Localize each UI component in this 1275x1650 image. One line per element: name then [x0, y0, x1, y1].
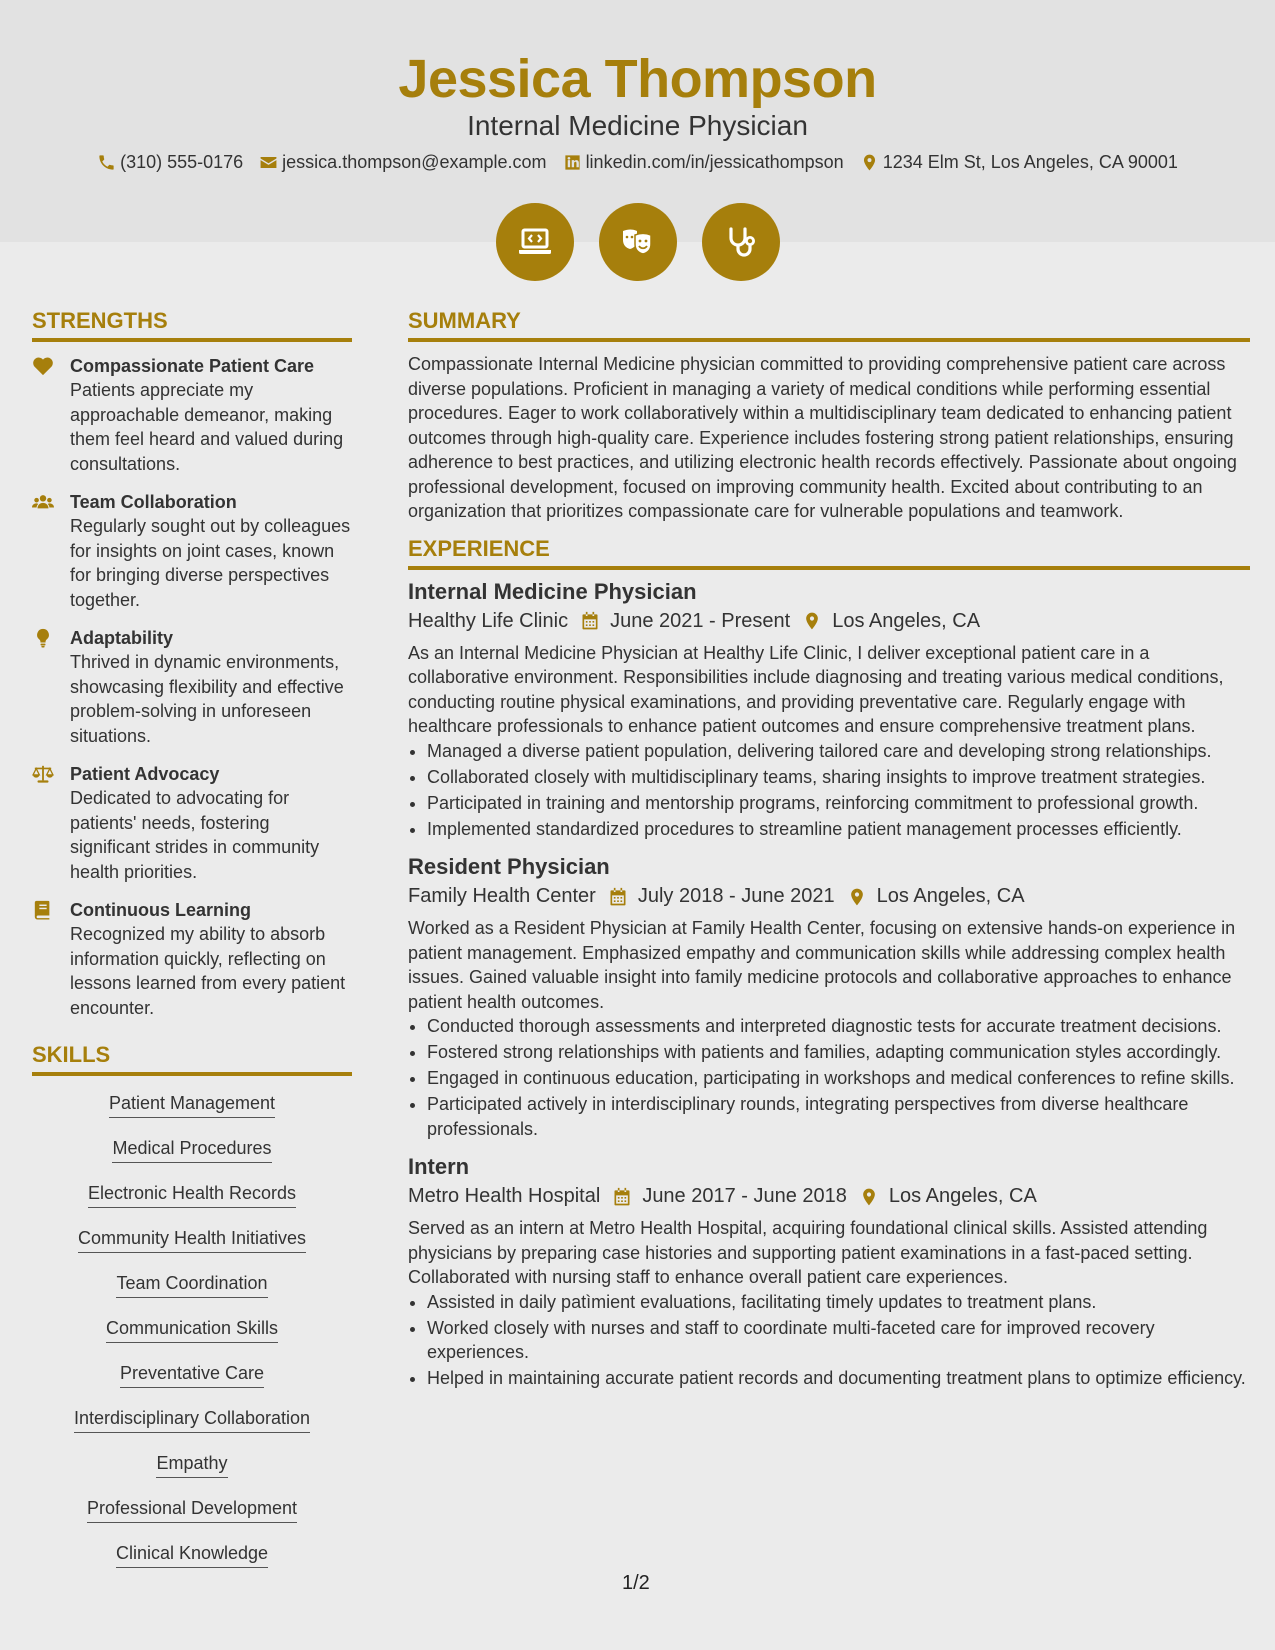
strength-desc: Thrived in dynamic environments, showcasing flexibility and effective problem-solving in unforeseen situations. — [70, 652, 344, 746]
email-text: jessica.thompson@example.com — [282, 152, 547, 172]
phone-text: (310) 555-0176 — [120, 152, 244, 172]
book-icon — [32, 900, 54, 920]
bullet-item: • Implemented standardized procedures to streamline patient management processes efficiently. — [427, 817, 1250, 842]
strength-title: Team Collaboration — [70, 492, 237, 512]
contact-email[interactable] — [259, 152, 546, 173]
strength-title: Patient Advocacy — [70, 764, 220, 784]
job-entry — [408, 853, 1250, 1141]
skill-item: Medical Procedures — [112, 1137, 271, 1163]
skill-item: Professional Development — [87, 1497, 297, 1523]
skill-item: Communication Skills — [106, 1317, 278, 1343]
job-dates: July 2018 - June 2021 — [637, 885, 835, 907]
theater-masks-icon — [618, 222, 658, 262]
strength-desc: Dedicated to advocating for patients' needs, fostering significant strides in community health priorities. — [70, 788, 320, 882]
skill-item: Community Health Initiatives — [78, 1227, 306, 1253]
address-text: 1234 Elm St, Los Angeles, CA 90001 — [882, 152, 1178, 172]
calendar-icon — [580, 611, 600, 631]
bullet-item: • Fostered strong relationships with patients and families, adapting communication styles accordingly. — [427, 1040, 1250, 1065]
contact-address — [860, 152, 1178, 173]
users-icon — [32, 492, 54, 512]
job-bullets — [408, 1014, 1250, 1141]
job-entry — [408, 1153, 1250, 1391]
linkedin-text: linkedin.com/in/jessicathompson — [585, 152, 844, 172]
skill-item: Preventative Care — [120, 1362, 264, 1388]
job-desc: Served as an intern at Metro Health Hospital, acquiring foundational clinical skills. Assisted attending physicians by preparing case histories and supporting patient examinations in a fast-paced setting. Collaborated with nursing staff to enhance overall patient care experiences. — [408, 1218, 1208, 1287]
skills-heading: SKILLS — [32, 1042, 352, 1076]
envelope-icon — [259, 153, 278, 172]
summary-heading: SUMMARY — [408, 308, 1250, 342]
contact-linkedin[interactable] — [563, 152, 844, 173]
skill-item: Interdisciplinary Collaboration — [74, 1407, 310, 1433]
laptop-code-icon — [515, 222, 555, 262]
candidate-name: Jessica Thompson — [398, 49, 877, 109]
job-dates: June 2017 - June 2018 — [642, 1185, 847, 1207]
summary-text: Compassionate Internal Medicine physician committed to providing comprehensive patient care across diverse populations. Proficient in managing a variety of medical conditions while performing essential procedures. Eager to work collaboratively within a multidisciplinary team dedicated to enhancing patient outcomes through high-quality care. Experience includes fostering strong patient relationships, ensuring adherence to best practices, and utilizing electronic health records effectively. Passionate about ongoing professional development, focused on improving community health. Excited about contributing to an organization that prioritizes compassionate care for vulnerable populations and teamwork. — [408, 354, 1237, 521]
bullet-item: • Helped in maintaining accurate patient records and documenting treatment plans to optimize efficiency. — [427, 1366, 1250, 1391]
skills-list — [32, 1092, 352, 1587]
interest-icons — [0, 203, 1275, 281]
strength-item — [32, 762, 352, 884]
job-location: Los Angeles, CA — [832, 609, 981, 632]
strength-title: Adaptability — [70, 628, 174, 648]
strength-desc: Regularly sought out by colleagues for insights on joint cases, known for bringing diverse perspectives together. — [70, 516, 351, 610]
map-marker-icon — [859, 1187, 879, 1207]
bullet-item: • Managed a diverse patient population, delivering tailored care and developing strong relationships. — [427, 739, 1250, 764]
interest-circle-3 — [702, 203, 780, 281]
calendar-icon — [608, 887, 628, 907]
skill-item: Electronic Health Records — [88, 1182, 296, 1208]
job-meta — [408, 610, 1250, 633]
balance-scale-icon — [32, 764, 54, 784]
skill-item: Empathy — [156, 1452, 227, 1478]
calendar-icon — [612, 1187, 632, 1207]
job-location: Los Angeles, CA — [876, 885, 1025, 907]
right-column — [408, 308, 1250, 1403]
job-desc: Worked as a Resident Physician at Family Health Center, focusing on extensive hands-on experience in patient management. Emphasized empathy and communication skills while addressing complex health issues. Gained valuable insight into family medicine protocols and collaborative approaches to enhance patient health outcomes. — [408, 918, 1236, 1012]
page-number: 1/2 — [622, 1572, 650, 1594]
strength-desc: Patients appreciate my approachable demeanor, making them feel heard and valued during consultations. — [70, 380, 344, 474]
job-meta — [408, 885, 1250, 908]
strength-item — [32, 354, 352, 476]
job-title: Intern — [408, 1154, 470, 1179]
contact-bar — [0, 152, 1275, 173]
strength-item — [32, 626, 352, 748]
skill-item: Patient Management — [109, 1092, 275, 1118]
contact-phone[interactable] — [97, 152, 243, 173]
linkedin-icon — [563, 153, 582, 172]
interest-circle-2 — [599, 203, 677, 281]
job-company: Metro Health Hospital — [408, 1185, 601, 1207]
strength-title: Continuous Learning — [70, 900, 251, 920]
interest-circle-1 — [496, 203, 574, 281]
bullet-item: • Engaged in continuous education, participating in workshops and medical conferences to refine skills. — [427, 1066, 1250, 1091]
bullet-item: • Assisted in daily patìmient evaluations, facilitating timely updates to treatment plans. — [427, 1290, 1250, 1315]
bullet-item: • Conducted thorough assessments and interpreted diagnostic tests for accurate treatment decisions. — [427, 1014, 1250, 1039]
job-company: Family Health Center — [408, 885, 596, 907]
bullet-item: • Participated in training and mentorship programs, reinforcing commitment to professional growth. — [427, 791, 1250, 816]
job-dates: June 2021 - Present — [610, 609, 791, 632]
job-bullets — [408, 739, 1250, 842]
candidate-title: Internal Medicine Physician — [467, 110, 808, 141]
strength-item — [32, 898, 352, 1020]
job-location: Los Angeles, CA — [888, 1185, 1037, 1207]
strength-item — [32, 490, 352, 612]
skill-item: Team Coordination — [116, 1272, 267, 1298]
map-marker-icon — [860, 153, 879, 172]
bullet-item: • Worked closely with nurses and staff to coordinate multi-faceted care for improved recovery experiences. — [427, 1316, 1250, 1365]
job-bullets — [408, 1290, 1250, 1391]
job-meta — [408, 1185, 1250, 1208]
map-marker-icon — [847, 887, 867, 907]
job-desc: As an Internal Medicine Physician at Healthy Life Clinic, I deliver exceptional patient care in a collaborative environment. Responsibilities include diagnosing and treating various medical conditions, conducting routine physical examinations, and providing preventative care. Regularly engage with healthcare professionals to enhance patient outcomes and ensure comprehensive treatment plans. — [408, 642, 1224, 736]
phone-icon — [97, 153, 116, 172]
stethoscope-icon — [721, 222, 761, 262]
bullet-item: • Collaborated closely with multidisciplinary teams, sharing insights to improve treatment strategies. — [427, 765, 1250, 790]
job-title: Resident Physician — [408, 854, 610, 879]
job-company: Healthy Life Clinic — [408, 609, 569, 632]
strength-desc: Recognized my ability to absorb information quickly, reflecting on lessons learned from every patient encounter. — [70, 924, 346, 1018]
strength-title: Compassionate Patient Care — [70, 356, 315, 376]
strengths-heading: STRENGTHS — [32, 308, 352, 342]
left-column — [32, 308, 352, 1587]
skill-item: Clinical Knowledge — [116, 1542, 268, 1568]
experience-heading: EXPERIENCE — [408, 536, 1250, 570]
heart-icon — [32, 356, 54, 376]
job-entry — [408, 578, 1250, 842]
job-title: Internal Medicine Physician — [408, 578, 697, 604]
bullet-item: • Participated actively in interdisciplinary rounds, integrating perspectives from diverse healthcare professionals. — [427, 1092, 1250, 1141]
lightbulb-icon — [32, 628, 54, 648]
map-marker-icon — [802, 611, 822, 631]
